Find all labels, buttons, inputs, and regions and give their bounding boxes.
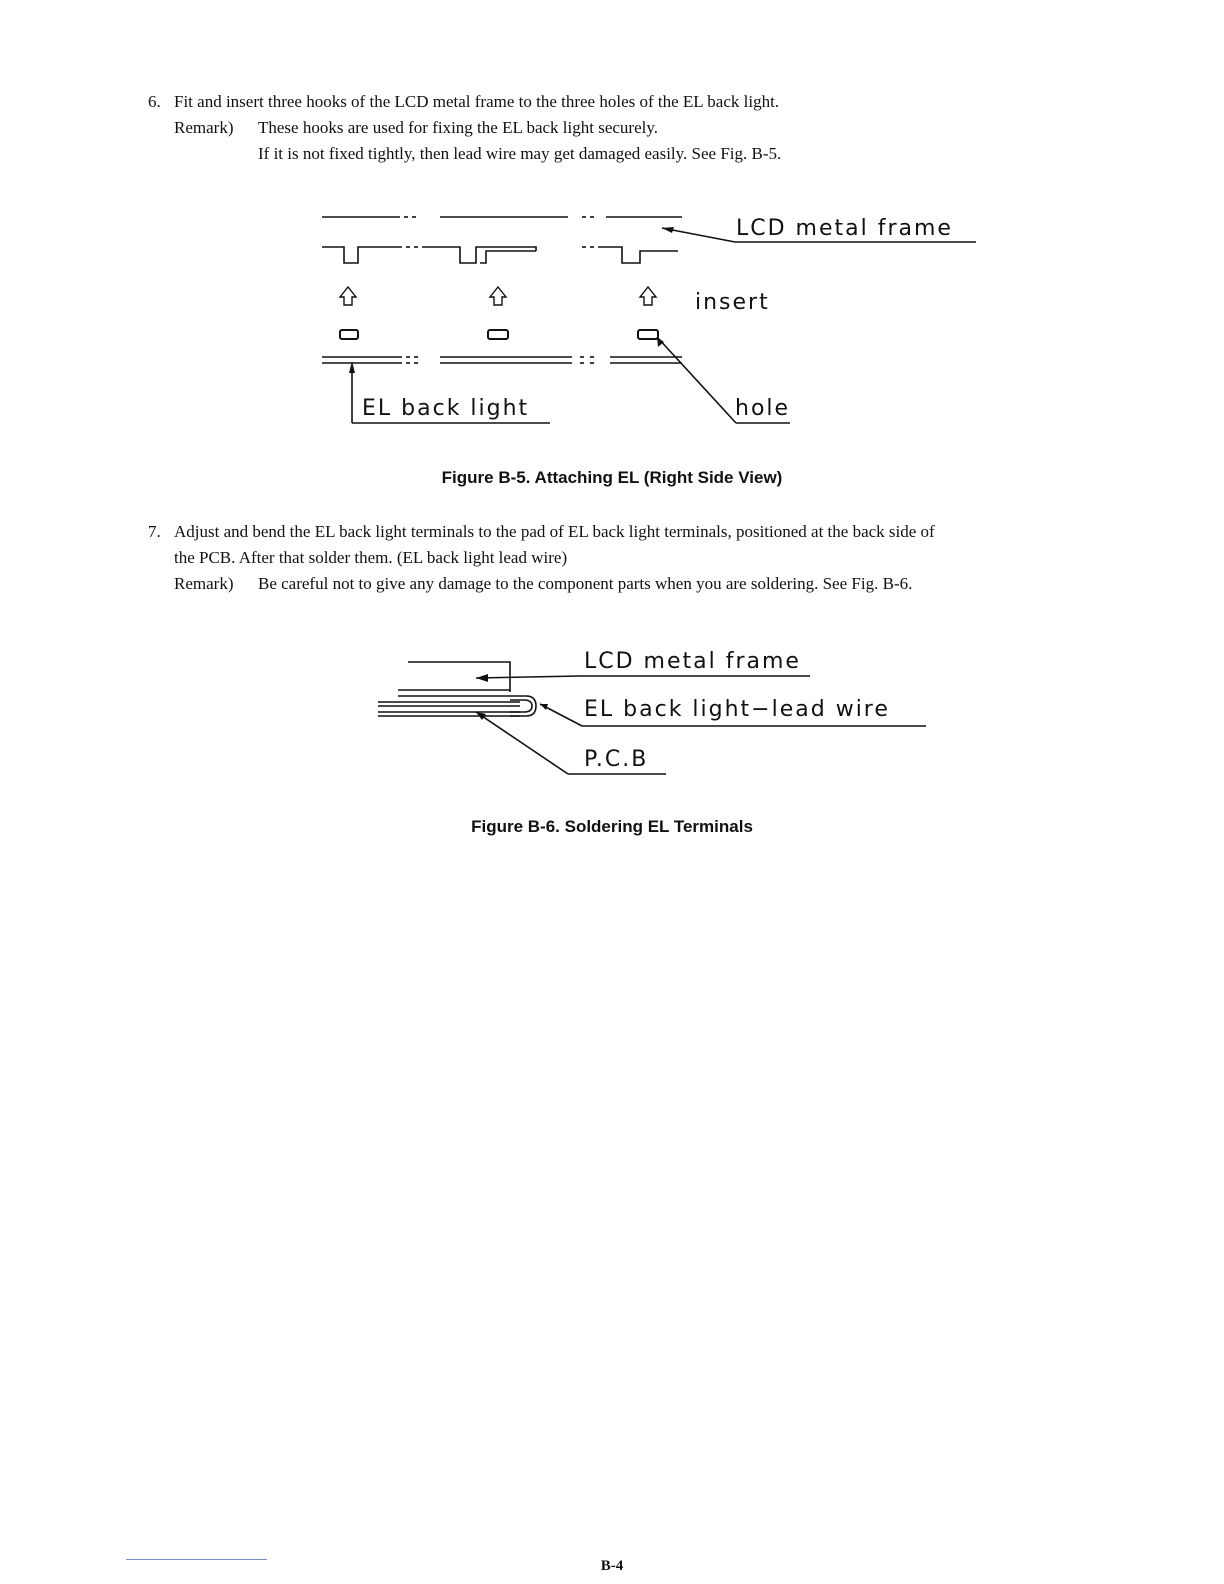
step-7-number: 7. xyxy=(148,522,161,541)
figure-b6-caption: Figure B-6. Soldering EL Terminals xyxy=(471,817,753,836)
step-6-remark-line-1: These hooks are used for fixing the EL back light securely. xyxy=(258,118,658,137)
step-6-line-1: Fit and insert three hooks of the LCD metal frame to the three holes of the EL back light. xyxy=(174,92,780,111)
step-7-line-2: the PCB. After that solder them. (EL back light lead wire) xyxy=(174,548,568,567)
step-7-remark-line-1: Be careful not to give any damage to the component parts when you are soldering. See Fig. B-6. xyxy=(258,574,913,593)
fig-b6-label-pcb: P.C.B xyxy=(584,747,649,772)
figure-b6-diagram xyxy=(370,640,940,780)
fig-b5-label-el-back-light: EL back light xyxy=(362,396,530,421)
fig-b6-label-lcd-frame: LCD metal frame xyxy=(584,649,801,674)
step-6-remark-label: Remark) xyxy=(174,118,234,137)
step-6-remark-line-2: If it is not fixed tightly, then lead wire may get damaged easily. See Fig. B-5. xyxy=(258,144,782,163)
footer-rule xyxy=(126,1559,267,1560)
step-7-remark-label: Remark) xyxy=(174,574,234,593)
figure-b5-diagram xyxy=(300,195,1000,435)
fig-b5-label-insert: insert xyxy=(695,290,770,315)
fig-b6-label-lead-wire: EL back light−lead wire xyxy=(584,697,890,722)
fig-b5-label-hole: hole xyxy=(735,396,791,421)
page-number: B-4 xyxy=(600,1558,624,1574)
fig-b5-label-lcd-frame: LCD metal frame xyxy=(736,216,953,241)
figure-b5-caption: Figure B-5. Attaching EL (Right Side View) xyxy=(441,468,783,487)
step-7-line-1: Adjust and bend the EL back light terminals to the pad of EL back light terminals, positioned at the back side of xyxy=(174,522,935,541)
step-6-number: 6. xyxy=(148,92,161,111)
